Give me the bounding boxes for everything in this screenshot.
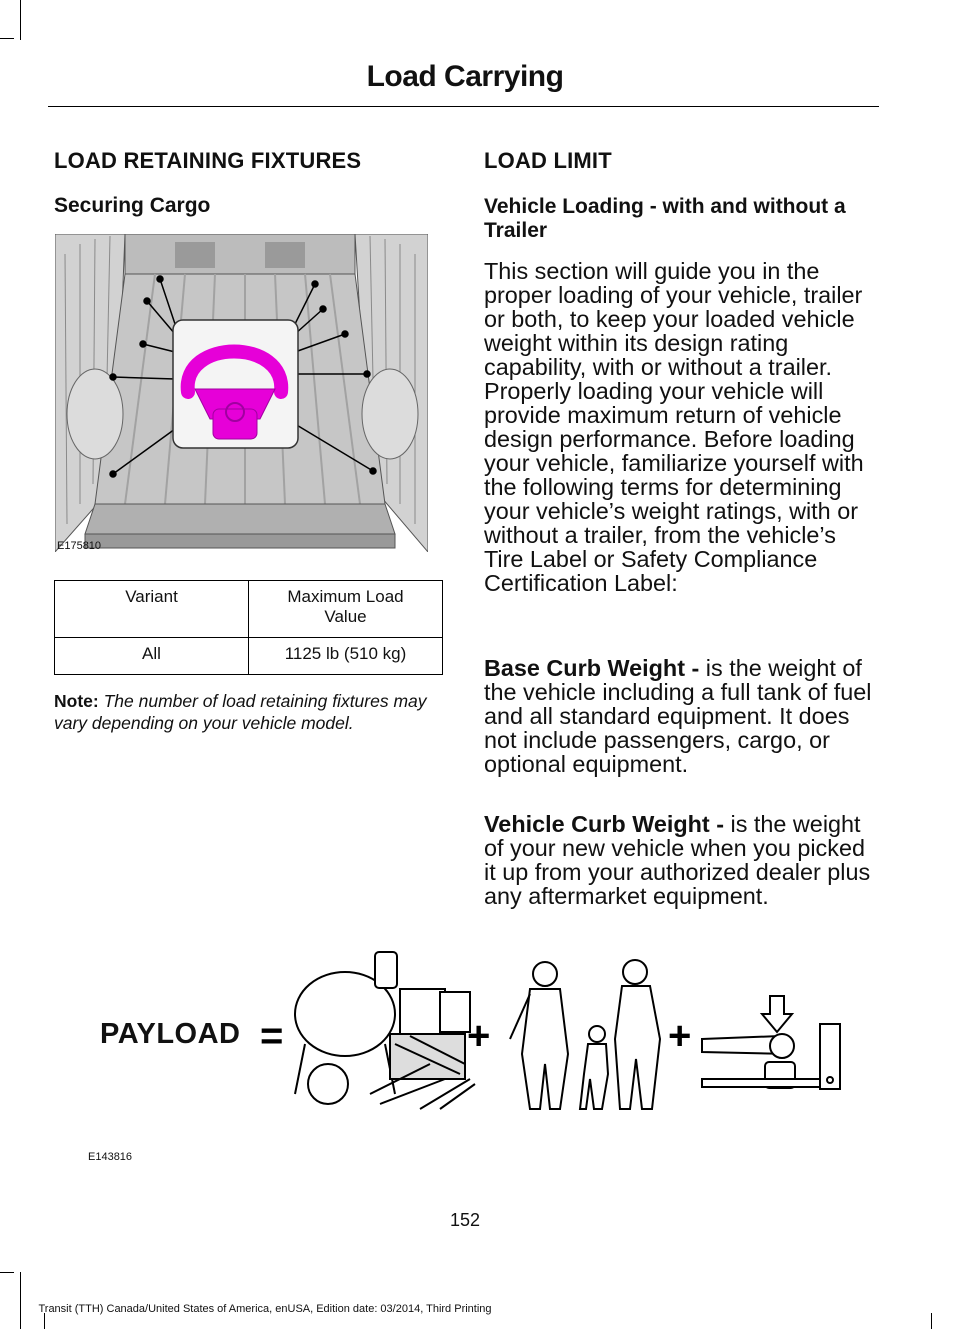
- plus-sign: +: [668, 1014, 692, 1058]
- crop-mark-bottom: [931, 1313, 932, 1329]
- definition-text: is the weight of the vehicle including a full tank of fuel and all standard equipment. It does not include passengers, cargo, or optional equipment.: [484, 655, 872, 777]
- definition-vehicle-curb-weight: [484, 812, 876, 908]
- term-base-curb-weight: Base Curb Weight -: [484, 655, 700, 681]
- table-cell-variant: All: [55, 638, 249, 675]
- payload-label: PAYLOAD: [100, 1018, 241, 1050]
- figure-code: E143816: [88, 1151, 133, 1163]
- title-divider: [48, 106, 879, 107]
- equals-sign: =: [260, 1014, 284, 1058]
- table-header-variant: Variant: [55, 581, 249, 638]
- crop-mark-bottom-left: [0, 1272, 14, 1273]
- note-label: Note:: [54, 691, 99, 711]
- plus-sign: +: [467, 1014, 491, 1058]
- payload-illustration: [90, 944, 850, 1120]
- note-text: The number of load retaining fixtures may vary depending on your vehicle model.: [54, 691, 427, 733]
- figure-code: E175810: [57, 540, 102, 552]
- crop-mark-bottom-left: [20, 1272, 21, 1329]
- note: [54, 690, 446, 734]
- intro-paragraph: This section will guide you in the proper loading of your vehicle, trailer or both, to keep your loaded vehicle weight within its design rating capability, with or without a trailer. Properly loading your vehicle will provide maximum return of vehicle design performance. Before loading your vehicle, familiarize yourself with the following terms for determining your vehicle’s weight ratings, with or without a trailer, from the vehicle’s Tire Label or Safety Compliance Certification Label:: [484, 258, 864, 596]
- subheading-securing-cargo: Securing Cargo: [54, 194, 211, 217]
- crop-mark-top-left: [0, 38, 14, 39]
- page-number: 152: [449, 1210, 481, 1230]
- table-header-max-load: Maximum Load Value: [249, 581, 443, 638]
- crop-mark-top-left: [20, 0, 21, 40]
- subheading-vehicle-loading: Vehicle Loading - with and without a Trailer: [484, 195, 846, 242]
- footer: Transit (TTH) Canada/United States of America, enUSA, Edition date: 03/2014, Third Printing: [38, 1303, 492, 1315]
- section-heading-load-limit: LOAD LIMIT: [484, 148, 612, 173]
- definition-base-curb-weight: [484, 656, 876, 776]
- load-value-table: [54, 580, 443, 675]
- definition-text: is the weight of your new vehicle when you picked it up from your authorized dealer plus any aftermarket equipment.: [484, 811, 871, 909]
- table-cell-load: 1125 lb (510 kg): [249, 638, 443, 675]
- page-title: Load Carrying: [366, 60, 564, 93]
- term-vehicle-curb-weight: Vehicle Curb Weight -: [484, 811, 725, 837]
- section-heading-load-retaining-fixtures: LOAD RETAINING FIXTURES: [54, 148, 362, 173]
- crop-mark-bottom: [44, 1313, 45, 1329]
- cargo-area-illustration: [55, 234, 428, 552]
